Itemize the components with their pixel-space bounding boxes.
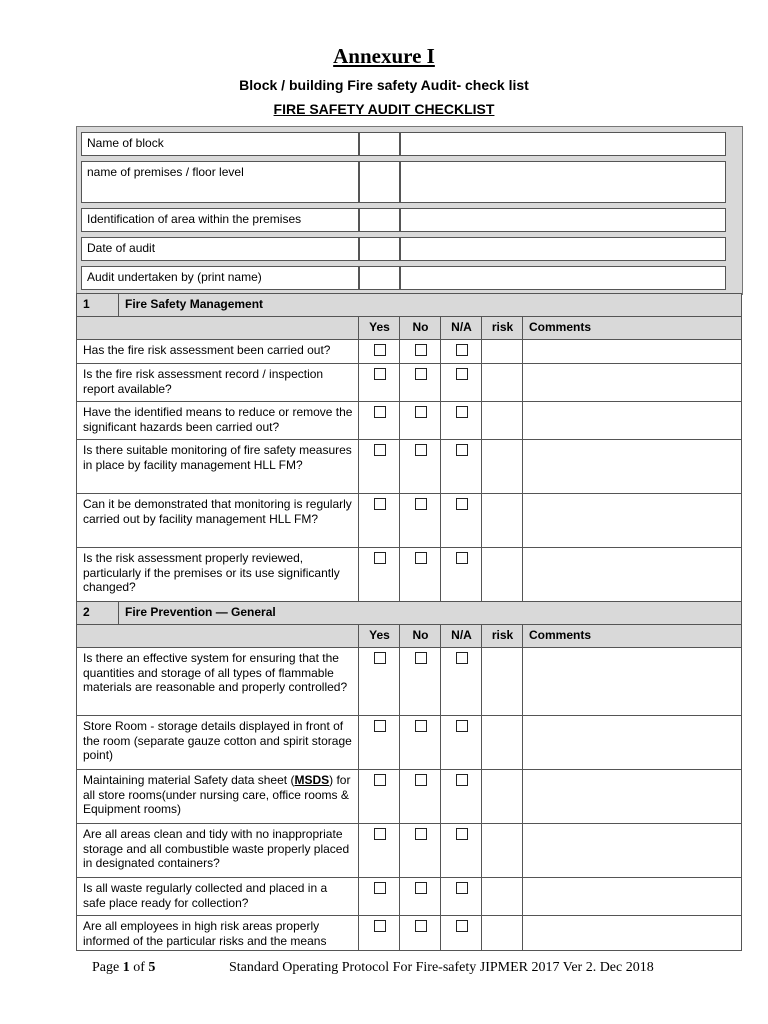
na-checkbox[interactable] xyxy=(456,552,468,564)
yes-checkbox[interactable] xyxy=(374,406,386,418)
no-checkbox[interactable] xyxy=(415,406,427,418)
page-total: 5 xyxy=(148,960,156,975)
section-number: 1 xyxy=(77,294,119,317)
page-of: of xyxy=(129,960,149,975)
na-checkbox[interactable] xyxy=(456,406,468,418)
comments-cell[interactable] xyxy=(523,824,742,878)
info-short-field[interactable] xyxy=(359,237,400,261)
risk-cell[interactable] xyxy=(482,440,523,494)
comments-cell[interactable] xyxy=(523,916,742,951)
risk-cell[interactable] xyxy=(482,548,523,602)
info-short-field[interactable] xyxy=(359,161,400,203)
question-text: Are all employees in high risk areas properly informed of the particular risks and the means xyxy=(77,916,359,951)
no-checkbox[interactable] xyxy=(415,774,427,786)
question-text: Is the fire risk assessment record / inspection report available? xyxy=(77,364,359,402)
risk-cell[interactable] xyxy=(482,770,523,824)
info-label: Identification of area within the premises xyxy=(81,208,359,232)
annexure-title: Annexure I xyxy=(333,44,435,68)
table-row xyxy=(77,440,742,494)
col-no: No xyxy=(400,625,441,648)
info-label: Name of block xyxy=(81,132,359,156)
col-yes: Yes xyxy=(359,317,400,340)
page-number xyxy=(92,960,155,976)
col-comments: Comments xyxy=(523,317,742,340)
info-label: Audit undertaken by (print name) xyxy=(81,266,359,290)
no-checkbox[interactable] xyxy=(415,444,427,456)
comments-cell[interactable] xyxy=(523,402,742,440)
column-header-row xyxy=(77,317,742,340)
comments-cell[interactable] xyxy=(523,340,742,364)
info-label: name of premises / floor level xyxy=(81,161,359,203)
msds-text-before: Maintaining material Safety data sheet ( xyxy=(83,773,295,787)
na-checkbox[interactable] xyxy=(456,828,468,840)
comments-cell[interactable] xyxy=(523,494,742,548)
comments-cell[interactable] xyxy=(523,770,742,824)
yes-checkbox[interactable] xyxy=(374,344,386,356)
no-checkbox[interactable] xyxy=(415,882,427,894)
na-checkbox[interactable] xyxy=(456,344,468,356)
yes-checkbox[interactable] xyxy=(374,920,386,932)
no-checkbox[interactable] xyxy=(415,552,427,564)
comments-cell[interactable] xyxy=(523,548,742,602)
audit-info-block xyxy=(76,126,743,295)
na-checkbox[interactable] xyxy=(456,368,468,380)
yes-checkbox[interactable] xyxy=(374,552,386,564)
risk-cell[interactable] xyxy=(482,340,523,364)
msds-text-after: ) for all store rooms(under nursing care, office rooms & Equipment rooms) xyxy=(83,773,351,816)
section-header xyxy=(77,294,742,317)
info-short-field[interactable] xyxy=(359,132,400,156)
page-current: 1 xyxy=(122,960,130,975)
yes-checkbox[interactable] xyxy=(374,828,386,840)
protocol-text: Standard Operating Protocol For Fire-safety JIPMER 2017 Ver 2. Dec 2018 xyxy=(229,960,654,975)
na-checkbox[interactable] xyxy=(456,882,468,894)
question-text: Is all waste regularly collected and placed in a safe place ready for collection? xyxy=(77,878,359,916)
info-short-field[interactable] xyxy=(359,266,400,290)
table-row xyxy=(77,878,742,916)
risk-cell[interactable] xyxy=(482,716,523,770)
table-row xyxy=(77,548,742,602)
na-checkbox[interactable] xyxy=(456,444,468,456)
col-na: N/A xyxy=(441,317,482,340)
question-text: Store Room - storage details displayed in front of the room (separate gauze cotton and spirit storage point) xyxy=(77,716,359,770)
col-na: N/A xyxy=(441,625,482,648)
col-yes: Yes xyxy=(359,625,400,648)
yes-checkbox[interactable] xyxy=(374,774,386,786)
yes-checkbox[interactable] xyxy=(374,368,386,380)
table-row xyxy=(77,340,742,364)
risk-cell[interactable] xyxy=(482,494,523,548)
risk-cell[interactable] xyxy=(482,916,523,951)
question-text: Have the identified means to reduce or remove the significant hazards been carried out? xyxy=(77,402,359,440)
question-text: Is there an effective system for ensuring that the quantities and storage of all types of flammable materials are reasonable and properly controlled? xyxy=(77,648,359,716)
no-checkbox[interactable] xyxy=(415,920,427,932)
col-risk: risk xyxy=(482,317,523,340)
table-row xyxy=(77,770,742,824)
comments-cell[interactable] xyxy=(523,364,742,402)
na-checkbox[interactable] xyxy=(456,920,468,932)
msds-term: MSDS xyxy=(294,773,330,787)
risk-cell[interactable] xyxy=(482,878,523,916)
na-checkbox[interactable] xyxy=(456,720,468,732)
checklist-subtitle: Block / building Fire safety Audit- check list xyxy=(239,77,529,93)
comments-cell[interactable] xyxy=(523,440,742,494)
question-text xyxy=(77,770,359,824)
na-checkbox[interactable] xyxy=(456,498,468,510)
info-row-date xyxy=(77,237,742,261)
info-value-field[interactable] xyxy=(400,266,726,290)
no-checkbox[interactable] xyxy=(415,652,427,664)
section-1-table xyxy=(76,293,742,951)
question-text: Can it be demonstrated that monitoring is regularly carried out by facility management HLL FM? xyxy=(77,494,359,548)
comments-cell[interactable] xyxy=(523,716,742,770)
no-checkbox[interactable] xyxy=(415,828,427,840)
col-comments: Comments xyxy=(523,625,742,648)
section-number: 2 xyxy=(77,602,119,625)
col-risk: risk xyxy=(482,625,523,648)
info-value-field[interactable] xyxy=(400,208,726,232)
no-checkbox[interactable] xyxy=(415,498,427,510)
section-title: Fire Safety Management xyxy=(119,294,742,317)
no-checkbox[interactable] xyxy=(415,344,427,356)
info-row-premises xyxy=(77,161,742,203)
section-title: Fire Prevention — General xyxy=(119,602,742,625)
table-row xyxy=(77,402,742,440)
yes-checkbox[interactable] xyxy=(374,882,386,894)
yes-checkbox[interactable] xyxy=(374,652,386,664)
table-row xyxy=(77,494,742,548)
risk-cell[interactable] xyxy=(482,824,523,878)
question-text: Is the risk assessment properly reviewed, particularly if the premises or its use significantly changed? xyxy=(77,548,359,602)
yes-checkbox[interactable] xyxy=(374,498,386,510)
table-row xyxy=(77,364,742,402)
comments-cell[interactable] xyxy=(523,878,742,916)
checklist-title: FIRE SAFETY AUDIT CHECKLIST xyxy=(273,101,495,117)
yes-checkbox[interactable] xyxy=(374,444,386,456)
table-row xyxy=(77,824,742,878)
section-header xyxy=(77,602,742,625)
risk-cell[interactable] xyxy=(482,648,523,716)
column-header-row xyxy=(77,625,742,648)
na-checkbox[interactable] xyxy=(456,774,468,786)
col-no: No xyxy=(400,317,441,340)
na-checkbox[interactable] xyxy=(456,652,468,664)
info-short-field[interactable] xyxy=(359,208,400,232)
info-value-field[interactable] xyxy=(400,237,726,261)
question-text: Is there suitable monitoring of fire safety measures in place by facility management HLL FM? xyxy=(77,440,359,494)
question-text: Has the fire risk assessment been carried out? xyxy=(77,340,359,364)
info-row-area xyxy=(77,208,742,232)
table-row xyxy=(77,916,742,951)
info-label: Date of audit xyxy=(81,237,359,261)
info-row-auditor xyxy=(77,266,742,290)
question-text: Are all areas clean and tidy with no inappropriate storage and all combustible waste properly placed in designated containers? xyxy=(77,824,359,878)
info-value-field[interactable] xyxy=(400,161,726,203)
comments-cell[interactable] xyxy=(523,648,742,716)
risk-cell[interactable] xyxy=(482,364,523,402)
table-row xyxy=(77,648,742,716)
risk-cell[interactable] xyxy=(482,402,523,440)
yes-checkbox[interactable] xyxy=(374,720,386,732)
table-row xyxy=(77,716,742,770)
no-checkbox[interactable] xyxy=(415,720,427,732)
info-row-block xyxy=(77,132,742,156)
no-checkbox[interactable] xyxy=(415,368,427,380)
page-prefix: Page xyxy=(92,960,123,975)
info-value-field[interactable] xyxy=(400,132,726,156)
